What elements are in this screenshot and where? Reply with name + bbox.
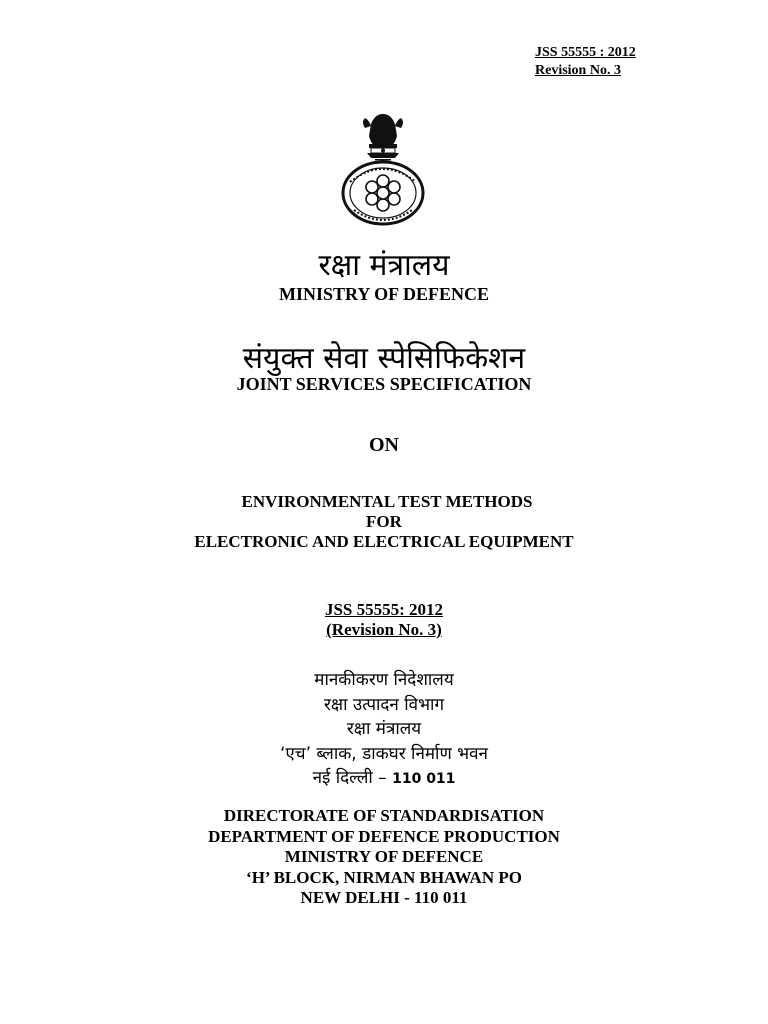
english-address-line-4: ‘H’ BLOCK, NIRMAN BHAWAN PO xyxy=(246,867,522,887)
english-address-line-1: DIRECTORATE OF STANDARDISATION xyxy=(223,806,545,825)
english-address-line-3: MINISTRY OF DEFENCE xyxy=(284,847,484,866)
hindi-address-pin: 110 011 xyxy=(392,771,456,787)
title-line-1: ENVIRONMENTAL TEST METHODS xyxy=(241,492,533,511)
ministry-hindi-title: रक्षा मंत्रालय xyxy=(318,248,450,283)
hindi-address-line-3: रक्षा मंत्रालय xyxy=(346,719,422,739)
hindi-address-line-5 xyxy=(0,766,768,792)
english-address-line-5: NEW DELHI - 110 011 xyxy=(300,888,468,907)
hindi-address-line-2: रक्षा उत्पादन विभाग xyxy=(323,694,445,715)
hindi-address-line-1: मानकीकरण निदेशालय xyxy=(314,670,454,690)
ministry-seal-icon xyxy=(340,160,426,226)
hindi-address xyxy=(0,668,768,792)
reference-block xyxy=(535,44,636,80)
revision-number: Revision No. 3 xyxy=(535,63,621,78)
document-id xyxy=(0,600,768,640)
spec-english-title: JOINT SERVICES SPECIFICATION xyxy=(236,374,532,394)
hindi-address-line-4: ‘एच’ ब्लाक, डाकघर निर्माण भवन xyxy=(280,743,488,764)
english-address xyxy=(0,806,768,909)
title-line-3: ELECTRONIC AND ELECTRICAL EQUIPMENT xyxy=(194,532,574,551)
english-address-line-2: DEPARTMENT OF DEFENCE PRODUCTION xyxy=(208,826,560,846)
document-id-line-2: (Revision No. 3) xyxy=(326,620,442,639)
hindi-address-city: नई दिल्ली – xyxy=(312,768,393,788)
reference-number: JSS 55555 : 2012 xyxy=(535,45,636,60)
title-line-2: FOR xyxy=(366,512,402,531)
on-label: ON xyxy=(369,434,399,456)
ministry-english-title: MINISTRY OF DEFENCE xyxy=(278,284,490,304)
spec-hindi-title: संयुक्त सेवा स्पेसिफिकेशन xyxy=(242,341,526,376)
document-title xyxy=(0,492,768,552)
document-id-line-1: JSS 55555: 2012 xyxy=(324,600,444,619)
